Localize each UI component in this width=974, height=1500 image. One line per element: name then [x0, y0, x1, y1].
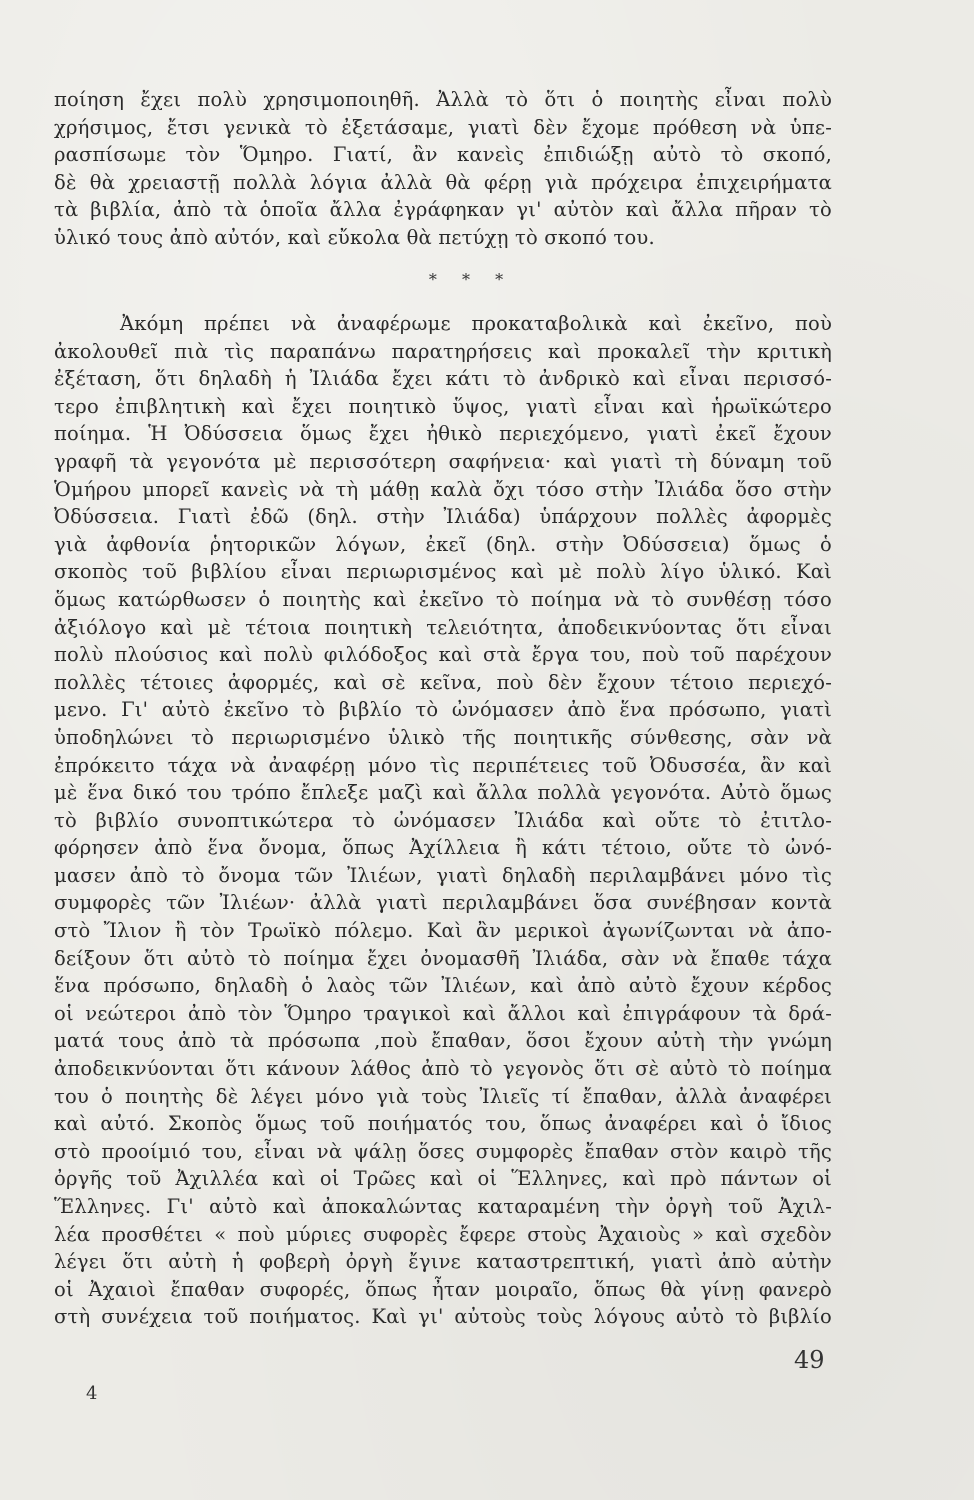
text-line: Ὁμήρου μπορεῖ κανεὶς νὰ τὴ μάθῃ καλὰ ὄχι τόσο στὴν Ἰλιάδα ὅσο στὴν: [54, 477, 832, 501]
text-line: στὸ προοίμιό του, εἶναι νὰ ψάλῃ ὅσες συμφορὲς ἔπαθαν στὸν καιρὸ τῆς: [54, 1139, 832, 1163]
page-number: 49: [794, 1346, 825, 1374]
text-line: δὲ θὰ χρειαστῇ πολλὰ λόγια ἀλλὰ θὰ φέρῃ γιὰ πρόχειρα ἐπιχειρήματα: [54, 170, 832, 194]
asterism: * * *: [428, 270, 514, 289]
text-line: Ἕλληνες. Γι' αὐτὸ καὶ ἀποκαλώντας καταραμένη τὴν ὀργὴ τοῦ Ἀχιλ-: [54, 1195, 832, 1218]
text-line: πολὺ πλούσιος καὶ πολὺ φιλόδοξος καὶ στὰ ἔργα του, ποὺ τοῦ παρέχουν: [54, 643, 832, 667]
text-line: συμφορὲς τῶν Ἰλιέων· ἀλλὰ γιατὶ περιλαμβάνει ὅσα συνέβησαν κοντὰ: [54, 891, 832, 915]
text-line: Ἀκόμη πρέπει νὰ ἀναφέρωμε προκαταβολικὰ καὶ ἐκεῖνο, ποὺ: [120, 312, 832, 335]
text-line: πολλὲς τέτοιες ἀφορμές, καὶ σὲ κεῖνα, ποὺ δὲν ἔχουν τέτοιο περιεχό-: [54, 670, 832, 694]
text-line: οἱ νεώτεροι ἀπὸ τὸν Ὅμηρο τραγικοὶ καὶ ἄλλοι καὶ ἐπιγράφουν τὰ δρά-: [54, 1001, 832, 1025]
text-line: μὲ ἕνα δικό του τρόπο ἔπλεξε μαζὶ καὶ ἄλλα πολλὰ γεγονότα. Αὐτὸ ὅμως: [54, 781, 832, 805]
text-line: μενο. Γι' αὐτὸ ἐκεῖνο τὸ βιβλίο τὸ ὠνόμασεν ἀπὸ ἕνα πρόσωπο, γιατὶ: [54, 698, 832, 722]
text-line: ματά τους ἀπὸ τὰ πρόσωπα ,ποὺ ἔπαθαν, ὅσοι ἔχουν αὐτὴ τὴν γνώμη: [54, 1029, 832, 1053]
text-line: ὑλικό τους ἀπὸ αὐτόν, καὶ εὔκολα θὰ πετύχῃ τὸ σκοπό του.: [54, 225, 655, 249]
text-line: ἐξέταση, ὅτι δηλαδὴ ἡ Ἰλιάδα ἔχει κάτι τὸ ἀνδρικὸ καὶ εἶναι περισσό-: [54, 367, 832, 391]
text-line: τὰ βιβλία, ἀπὸ τὰ ὁποῖα ἄλλα ἐγράφηκαν γι' αὐτὸν καὶ ἄλλα πῆραν τὸ: [54, 198, 832, 222]
paragraph-2: [54, 310, 832, 1331]
text-line: του ὁ ποιητὴς δὲ λέγει μόνο γιὰ τοὺς Ἰλιεῖς τί ἔπαθαν, ἀλλὰ ἀναφέρει: [54, 1084, 832, 1108]
text-line: ἀποδεικνύονται ὅτι κάνουν λάθος ἀπὸ τὸ γεγονὸς ὅτι σὲ αὐτὸ τὸ ποίημα: [54, 1057, 832, 1081]
signature-mark: 4: [86, 1383, 98, 1404]
text-line: φόρησεν ἀπὸ ἕνα ὄνομα, ὅπως Ἀχίλλεια ἢ κάτι τέτοιο, οὔτε τὸ ὠνό-: [54, 836, 832, 860]
text-line: τερο ἐπιβλητικὴ καὶ ἔχει ποιητικὸ ὕψος, γιατὶ εἶναι καὶ ἡρωϊκώτερο: [54, 394, 832, 418]
text-line: στὴ συνέχεια τοῦ ποιήματος. Καὶ γι' αὐτοὺς τοὺς λόγους αὐτὸ τὸ βιβλίο: [54, 1305, 832, 1329]
text-line: τὸ βιβλίο συνοπτικώτερα τὸ ὠνόμασεν Ἰλιάδα καὶ οὔτε τὸ ἐτιτλο-: [54, 808, 832, 832]
text-line: ὑποδηλώνει τὸ περιωρισμένο ὑλικὸ τῆς ποιητικῆς σύνθεσης, σὰν νὰ: [54, 725, 832, 749]
text-line: οἱ Ἀχαιοὶ ἔπαθαν συφορές, ὅπως ἦταν μοιραῖο, ὅπως θὰ γίνῃ φανερὸ: [54, 1277, 832, 1301]
text-line: ἐπρόκειτο τάχα νὰ ἀναφέρῃ μόνο τὶς περιπέτειες τοῦ Ὀδυσσέα, ἂν καὶ: [54, 753, 832, 777]
text-line: χρήσιμος, ἔτσι γενικὰ τὸ ἐξετάσαμε, γιατὶ δὲν ἔχομε πρόθεση νὰ ὑπε-: [54, 115, 832, 139]
text-line: ποίηση ἔχει πολὺ χρησιμοποιηθῆ. Ἀλλὰ τὸ ὅτι ὁ ποιητὴς εἶναι πολὺ: [54, 88, 832, 111]
text-line: ποίημα. Ἡ Ὀδύσσεια ὅμως ἔχει ἠθικὸ περιεχόμενο, γιατὶ ἐκεῖ ἔχουν: [54, 422, 832, 446]
text-line: λέα προσθέτει « ποὺ μύριες συφορὲς ἔφερε στοὺς Ἀχαιοὺς » καὶ σχεδὸν: [54, 1222, 832, 1246]
text-line: σκοπὸς τοῦ βιβλίου εἶναι περιωρισμένος καὶ μὲ πολὺ λίγο ὑλικό. Καὶ: [54, 560, 832, 584]
text-line: ὅμως κατώρθωσεν ὁ ποιητὴς καὶ ἐκεῖνο τὸ ποίημα νὰ τὸ συνθέσῃ τόσο: [54, 587, 832, 611]
text-line: στὸ Ἴλιον ἢ τὸν Τρωϊκὸ πόλεμο. Καὶ ἂν μερικοὶ ἀγωνίζωνται νὰ ἀπο-: [54, 919, 832, 943]
text-line: καὶ αὐτό. Σκοπὸς ὅμως τοῦ ποιήματός του, ὅπως ἀναφέρει καὶ ὁ ἴδιος: [54, 1112, 832, 1136]
text-line: δείξουν ὅτι αὐτὸ τὸ ποίημα ἔχει ὀνομασθῆ Ἰλιάδα, σὰν νὰ ἔπαθε τάχα: [54, 946, 832, 970]
text-line: ἀκολουθεῖ πιὰ τὶς παραπάνω παρατηρήσεις καὶ προκαλεῖ τὴν κριτικὴ: [54, 339, 832, 363]
text-line: λέγει ὅτι αὐτὴ ἡ φοβερὴ ὀργὴ ἔγινε καταστρεπτική, γιατὶ ἀπὸ αὐτὴν: [54, 1250, 832, 1274]
text-line: γιὰ ἀφθονία ῥητορικῶν λόγων, ἐκεῖ (δηλ. στὴν Ὀδύσσεια) ὅμως ὁ: [54, 532, 832, 556]
text-line: ἕνα πρόσωπο, δηλαδὴ ὁ λαὸς τῶν Ἰλιέων, καὶ ἀπὸ αὐτὸ ἔχουν κέρδος: [54, 974, 832, 998]
text-line: Ὀδύσσεια. Γιατὶ ἐδῶ (δηλ. στὴν Ἰλιάδα) ὑπάρχουν πολλὲς ἀφορμὲς: [54, 505, 832, 529]
text-line: μασεν ἀπὸ τὸ ὄνομα τῶν Ἰλιέων, γιατὶ δηλαδὴ περιλαμβάνει μόνο τὶς: [54, 863, 832, 887]
paragraph-1: [54, 86, 832, 252]
text-line: ρασπίσωμε τὸν Ὅμηρο. Γιατί, ἂν κανεὶς ἐπιδιώξῃ αὐτὸ τὸ σκοπό,: [54, 143, 832, 167]
text-line: γραφῆ τὰ γεγονότα μὲ περισσότερη σαφήνεια· καὶ γιατὶ τὴ δύναμη τοῦ: [54, 449, 832, 473]
section-separator: [0, 270, 974, 289]
text-line: ὀργῆς τοῦ Ἀχιλλέα καὶ οἱ Τρῶες καὶ οἱ Ἕλληνες, καὶ πρὸ πάντων οἱ: [54, 1167, 832, 1191]
text-line: ἀξιόλογο καὶ μὲ τέτοια ποιητικὴ τελειότητα, ἀποδεικνύοντας ὅτι εἶναι: [54, 615, 832, 639]
